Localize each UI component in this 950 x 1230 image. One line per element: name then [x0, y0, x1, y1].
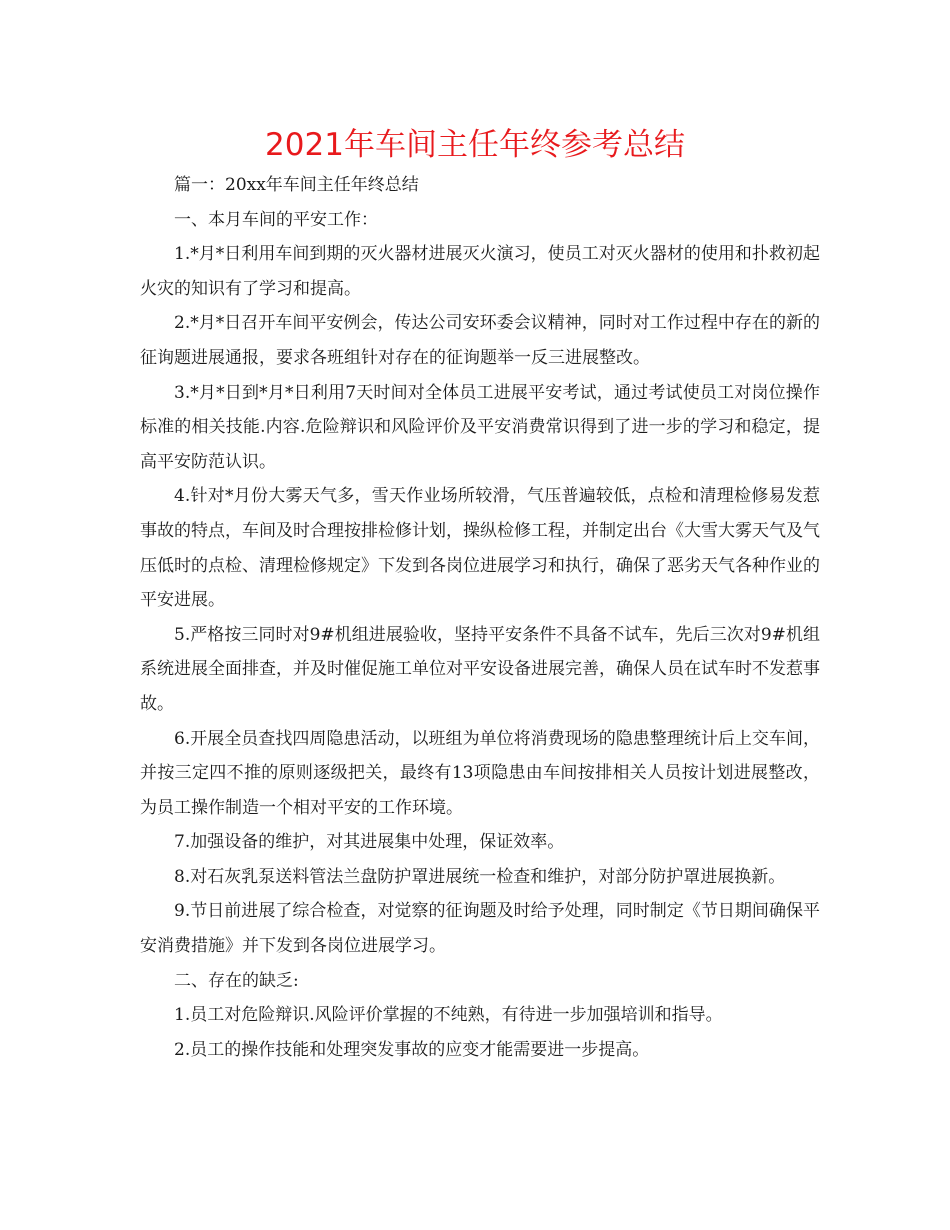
section-heading-safety-work: 一、本月车间的平安工作： — [174, 209, 378, 230]
body-paragraph-item-5: 5.严格按三同时对9#机组进展验收，坚持平安条件不具备不试车，先后三次对9#机组系统进展全面排查，并及时催促施工单位对平安设备进展完善，确保人员在试车时不发惹事故。 — [140, 624, 820, 714]
body-paragraph-item-6: 6.开展全员查找四周隐患活动，以班组为单位将消费现场的隐患整理统计后上交车间，并按三定四不推的原则逐级把关，最终有13项隐患由车间按排相关人员按计划进展整改，为员工操作制造一个相对平安的工作环境。 — [140, 728, 820, 818]
shortcoming-item-1: 1.员工对危险辩识.风险评价掌握的不纯熟，有待进一步加强培训和指导。 — [174, 1005, 723, 1026]
section-heading-shortcomings: 二、存在的缺乏: — [174, 970, 299, 991]
document-body — [140, 168, 820, 1067]
body-paragraph-item-3: 3.*月*日到*月*日利用7天时间对全体员工进展平安考试，通过考试使员工对岗位操作标准的相关技能.内容.危险辩识和风险评价及平安消费常识得到了进一步的学习和稳定，提高平安防范认识。 — [140, 382, 820, 472]
body-paragraph-item-1: 1.*月*日利用车间到期的灭火器材进展灭火演习，使员工对灭火器材的使用和扑救初起火灾的知识有了学习和提高。 — [140, 244, 820, 299]
shortcoming-item-2: 2.员工的操作技能和处理突发事故的应变才能需要进一步提高。 — [174, 1039, 650, 1060]
section-heading-article-one: 篇一：20xx年车间主任年终总结 — [174, 175, 419, 195]
body-paragraph-item-2: 2.*月*日召开车间平安例会，传达公司安环委会议精神，同时对工作过程中存在的新的征询题进展通报，要求各班组针对存在的征询题举一反三进展整改。 — [140, 313, 820, 368]
body-paragraph-item-8: 8.对石灰乳泵送料管法兰盘防护罩进展统一检查和维护，对部分防护罩进展换新。 — [174, 866, 786, 887]
body-paragraph-item-4: 4.针对*月份大雾天气多，雪天作业场所较滑，气压普遍较低，点检和清理检修易发惹事故的特点，车间及时合理按排检修计划，操纵检修工程，并制定出台《大雪大雾天气及气压低时的点检、清理检修规定》下发到各岗位进展学习和执行，确保了恶劣天气各种作业的平安进展。 — [140, 486, 820, 611]
body-paragraph-item-9: 9.节日前进展了综合检查，对觉察的征询题及时给予处理，同时制定《节日期间确保平安消费措施》并下发到各岗位进展学习。 — [140, 901, 820, 957]
document-title: 2021年车间主任年终参考总结 — [265, 127, 685, 163]
body-paragraph-item-7: 7.加强设备的维护，对其进展集中处理，保证效率。 — [174, 832, 565, 853]
